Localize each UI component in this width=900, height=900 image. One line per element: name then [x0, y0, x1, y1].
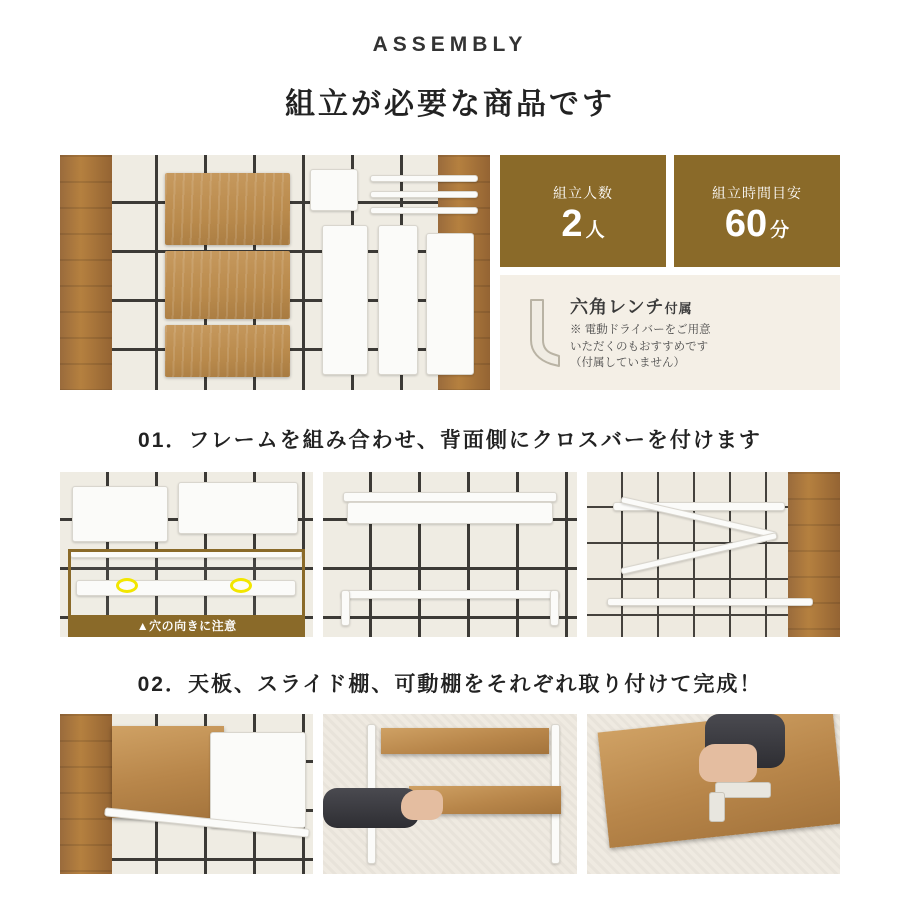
frame-leg	[550, 590, 559, 626]
included-tool-title: 六角レンチ付属	[570, 296, 693, 317]
frame-rail	[607, 598, 813, 606]
included-tool-suffix: 付属	[664, 300, 693, 316]
metal-bar	[370, 207, 478, 214]
assembly-info-column	[500, 155, 840, 390]
included-tool-card	[500, 275, 840, 390]
step-1-photo-3	[587, 472, 840, 637]
included-tool-text	[570, 293, 830, 372]
assembly-time-label: 組立時間目安	[712, 185, 802, 201]
frame-part	[178, 482, 298, 534]
included-tool-note	[570, 322, 830, 372]
caution-caption: ▲穴の向きに注意	[68, 615, 305, 637]
page-title: 組立が必要な商品です	[285, 88, 615, 121]
step-2-title: 02．天板、スライド棚、可動棚をそれぞれ取り付けて完成！	[137, 673, 763, 696]
frame-part	[378, 225, 418, 375]
frame-leg	[341, 590, 350, 626]
people-required-unit: 人	[585, 220, 605, 241]
tool-note-line-3: （付属していません）	[570, 357, 685, 370]
small-parts-bag	[310, 169, 358, 211]
step-1-title: 01．フレームを組み合わせ、背面側にクロスバーを付けます	[138, 429, 762, 452]
assembly-time-value: 60 分	[724, 203, 790, 245]
step-2-photo-1	[60, 714, 313, 874]
frame-grid	[347, 502, 553, 524]
metal-bar	[370, 191, 478, 198]
wood-panel	[165, 173, 290, 245]
assembly-info-cards	[500, 155, 840, 267]
wood-panel	[165, 325, 290, 377]
step-1-photo-2	[323, 472, 576, 637]
step-2-photo-row	[60, 714, 840, 874]
step-2-photo-2	[323, 714, 576, 874]
wood-panel	[165, 251, 290, 319]
frame-part	[426, 233, 474, 375]
wood-floor-left	[60, 155, 112, 390]
people-required-card	[500, 155, 666, 267]
wire-frame-panel	[210, 732, 306, 828]
hole-highlight-ring	[116, 578, 138, 593]
assembly-time-card	[674, 155, 840, 267]
cross-bar	[341, 590, 559, 599]
assembly-time-unit: 分	[770, 220, 790, 241]
metal-bar	[322, 225, 368, 375]
hex-wrench-icon	[506, 294, 570, 372]
frame-rail	[76, 580, 296, 596]
hex-wrench-handle	[709, 792, 725, 822]
parts-layout-photo	[60, 155, 490, 390]
people-required-label: 組立人数	[553, 185, 613, 201]
people-required-value: 2 人	[561, 203, 605, 245]
step-1-photo-1	[60, 472, 313, 637]
person-hand	[401, 790, 443, 820]
step-2-photo-3	[587, 714, 840, 874]
person-hand	[699, 744, 757, 782]
metal-bar	[370, 175, 478, 182]
hero-row	[60, 155, 840, 390]
hole-highlight-ring	[230, 578, 252, 593]
upper-shelf-board	[381, 728, 549, 754]
top-board	[112, 726, 224, 818]
tool-note-line-1: ※ 電動ドライバーをご用意	[570, 323, 711, 336]
step-1-photo-row	[60, 472, 840, 637]
wood-floor-left	[60, 714, 112, 874]
frame-part	[72, 486, 168, 542]
page-eyebrow: ASSEMBLY	[372, 33, 528, 56]
tool-note-line-2: いただくのもおすすめです	[570, 340, 709, 353]
wood-floor-right	[788, 472, 840, 637]
frame-top	[343, 492, 557, 502]
